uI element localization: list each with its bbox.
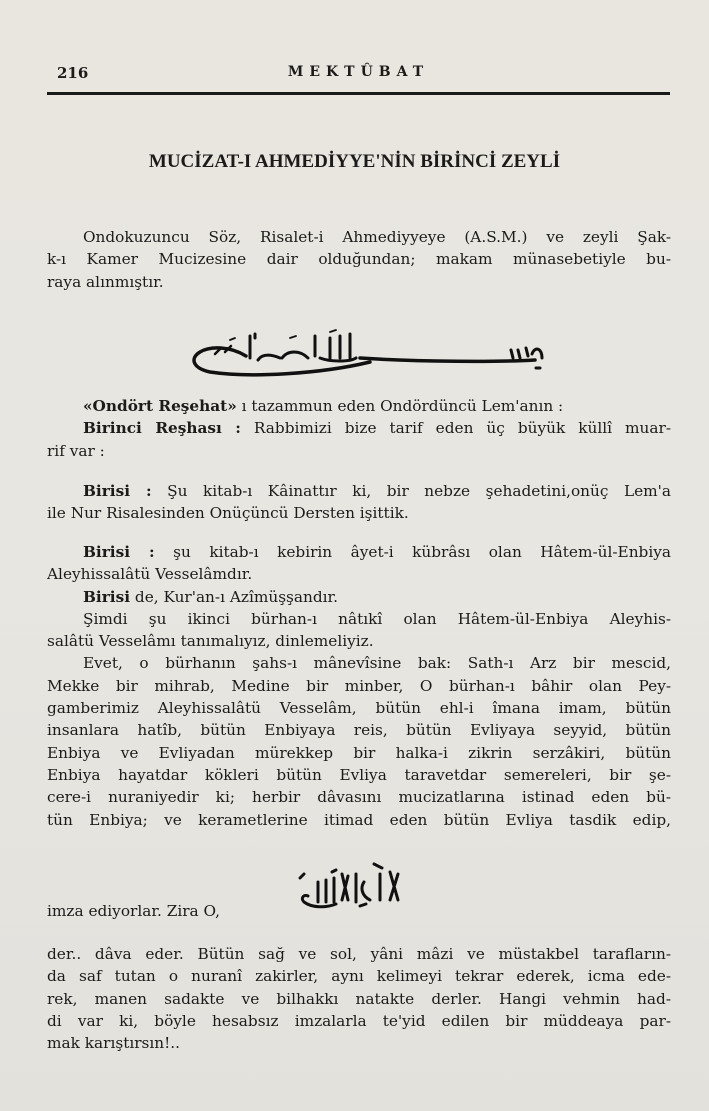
text-line: «Ondört Reşehat» ı tazammun eden Ondördüncü Lem'anın : bbox=[83, 397, 564, 415]
bold-term: Birisi : bbox=[83, 543, 155, 561]
bold-term: Birisi : bbox=[83, 482, 152, 500]
intro-paragraph bbox=[47, 226, 671, 293]
body-text-section-4 bbox=[47, 943, 671, 1054]
running-title: MEKTÛBAT bbox=[287, 64, 430, 80]
header-rule bbox=[47, 92, 670, 95]
text-line: imza ediyorlar. Zira O, bbox=[47, 902, 221, 920]
imza-line bbox=[47, 900, 220, 922]
text-line: k-ı Kamer Mucizesine dair olduğundan; makam münasebetiyle bu- bbox=[47, 250, 671, 269]
page-header bbox=[47, 62, 670, 92]
text-line: gamberimiz Aleyhissalâtü Vesselâm, bütün ehl-i îmana imam, bütün bbox=[47, 699, 671, 718]
body-text-section-3 bbox=[47, 541, 671, 831]
chapter-title: MUCİZAT-I AHMEDİYYE'NİN BİRİNCİ ZEYLİ bbox=[148, 151, 561, 172]
text-line: da saf tutan o nuranî zakirler, aynı kelimeyi tekrar ederek, icma ede- bbox=[47, 967, 671, 986]
text-line: raya alınmıştır. bbox=[47, 272, 164, 291]
basmala-calligraphy-icon bbox=[170, 318, 550, 378]
kalima-calligraphy-icon bbox=[290, 860, 405, 910]
body-text-section-2 bbox=[47, 480, 671, 525]
bold-term: Birisi bbox=[83, 587, 131, 606]
text-line: mak karıştırsın!.. bbox=[47, 1034, 181, 1053]
text-line: Aleyhissalâtü Vesselâmdır. bbox=[47, 565, 253, 584]
text-line: Şimdi şu ikinci bürhan-ı nâtıkî olan Hâtem-ül-Enbiya Aleyhis- bbox=[83, 609, 671, 628]
text-line: Evet, o bürhanın şahs-ı mânevîsine bak: Sath-ı Arz bir mescid, bbox=[83, 654, 671, 673]
text-line: ile Nur Risalesinden Onüçüncü Dersten işittik. bbox=[47, 504, 409, 523]
text-line: tün Enbiya; ve kerametlerine itimad eden bütün Evliya tasdik edip, bbox=[47, 810, 671, 829]
text-line: cere-i nuraniyedir ki; herbir dâvasını mucizatlarına istinad eden bü- bbox=[47, 788, 671, 807]
text-line: Birisi : Şu kitab-ı Kâinattır ki, bir nebze şehadetini,onüç Lem'a bbox=[83, 482, 671, 500]
text-line: rek, manen sadakte ve bilhakkı natakte derler. Hangi vehmin had- bbox=[47, 989, 671, 1008]
text-line: Enbiya ve Evliyadan mürekkep bir halka-i zikrin serzâkiri, bütün bbox=[47, 743, 671, 762]
text-line: der.. dâva eder. Bütün sağ ve sol, yâni mâzi ve müstakbel tarafların- bbox=[47, 945, 671, 963]
bold-term: «Ondört Reşehat» bbox=[83, 397, 237, 415]
text-line: rif var : bbox=[47, 441, 105, 460]
text-line: Ondokuzuncu Söz, Risalet-i Ahmediyyeye (A.S.M.) ve zeyli Şak- bbox=[83, 228, 671, 246]
text-line: Enbiya hayatdar kökleri bütün Evliya taravetdar semereleri, bir şe- bbox=[47, 765, 671, 784]
text-line: Birisi de, Kur'an-ı Azîmüşşandır. bbox=[83, 587, 339, 606]
text-line: salâtü Vesselâmı tanımalıyız, dinlemeliyiz. bbox=[47, 632, 374, 651]
text-line: Mekke bir mihrab, Medine bir minber, O bürhan-ı bâhir olan Pey- bbox=[47, 676, 671, 695]
text-line: insanlara hatîb, bütün Enbiyaya reis, bütün Evliyaya seyyid, bütün bbox=[47, 721, 671, 740]
bold-term: Birinci Reşhası : bbox=[83, 419, 241, 438]
text-line: di var ki, böyle hesabsız imzalarla te'yid edilen bir müddeaya par- bbox=[47, 1011, 671, 1030]
text-line: Birinci Reşhası : Rabbimizi bize tarif eden üç büyük küllî muar- bbox=[83, 419, 671, 438]
text-line: Birisi : şu kitab-ı kebirin âyet-i kübrâsı olan Hâtem-ül-Enbiya bbox=[83, 543, 671, 561]
body-text-section-1 bbox=[47, 395, 671, 462]
page-number: 216 bbox=[57, 64, 89, 82]
